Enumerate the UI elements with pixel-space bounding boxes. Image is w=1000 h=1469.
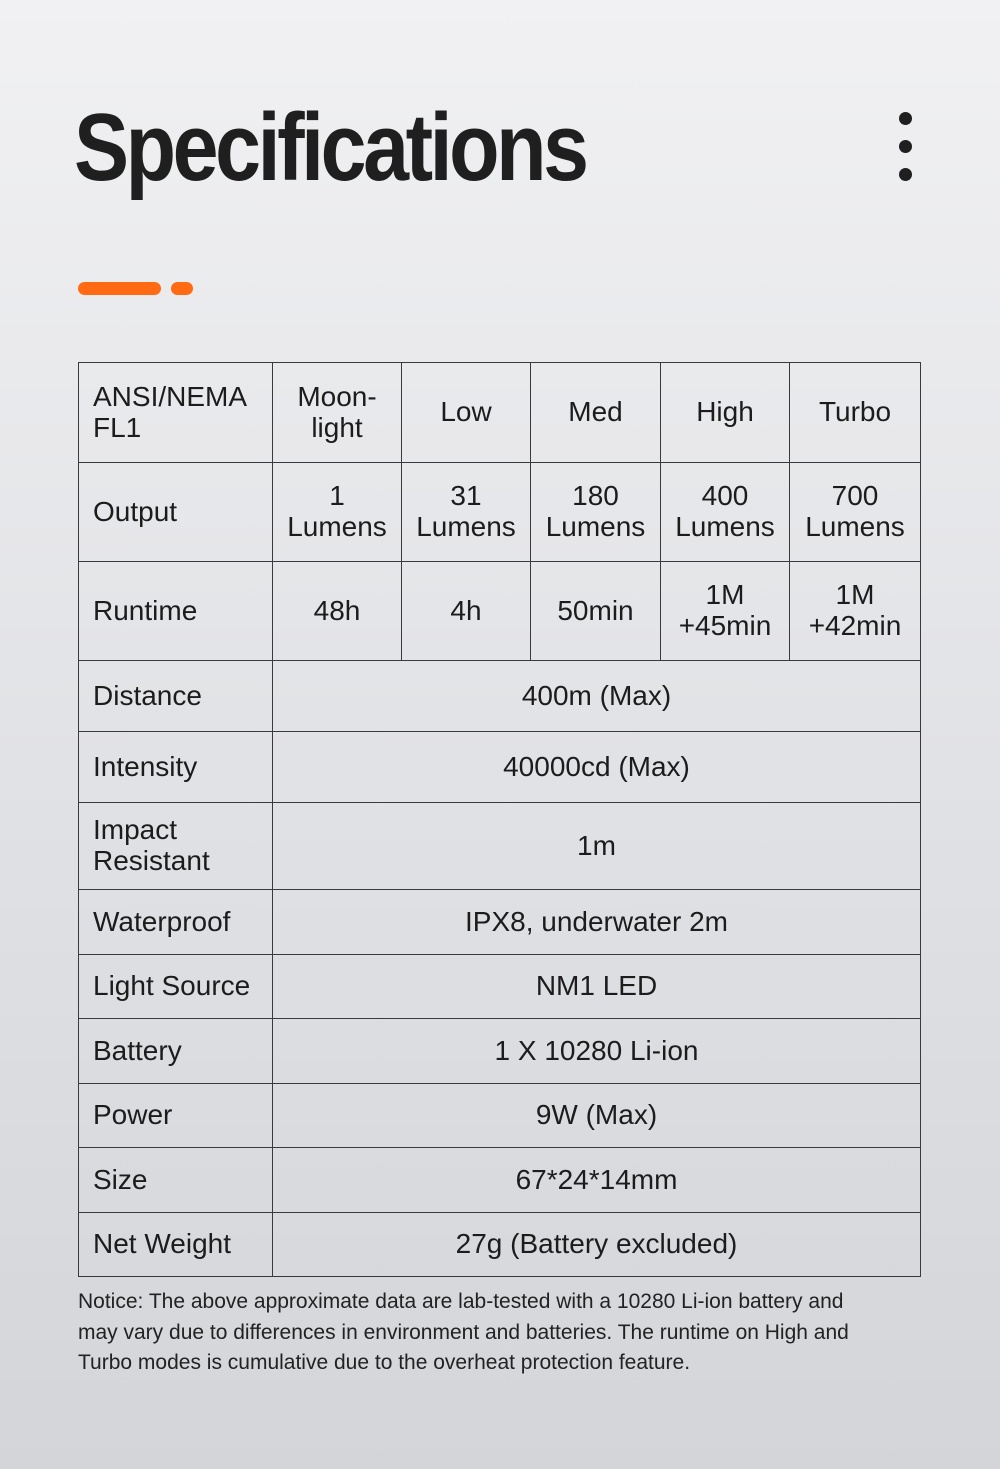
accent-bar-short xyxy=(171,282,193,295)
table-row xyxy=(79,463,921,562)
row-label: Output xyxy=(79,463,273,562)
runtime-value: 48h xyxy=(313,594,361,626)
output-cell xyxy=(273,463,402,562)
header-label-line: ANSI/NEMA xyxy=(93,380,248,412)
mode-label-line: Moon- xyxy=(297,380,377,412)
output-unit: Lumens xyxy=(675,511,775,542)
table-row xyxy=(79,803,921,890)
row-value: 67*24*14mm xyxy=(273,1148,921,1213)
output-unit: Lumens xyxy=(416,511,516,542)
runtime-cell xyxy=(402,562,531,661)
header-label-cell xyxy=(79,363,273,463)
mode-med-cell xyxy=(531,363,661,463)
row-value: 27g (Battery excluded) xyxy=(273,1213,921,1277)
row-value: NM1 LED xyxy=(273,955,921,1019)
table-row xyxy=(79,562,921,661)
output-cell xyxy=(790,463,921,562)
runtime-cell xyxy=(790,562,921,661)
notice-text xyxy=(78,1287,928,1379)
dot xyxy=(899,112,912,125)
table-row xyxy=(79,661,921,732)
row-label: Battery xyxy=(79,1019,273,1084)
row-label: Net Weight xyxy=(79,1213,273,1277)
table-row xyxy=(79,1084,921,1148)
table-row xyxy=(79,1148,921,1213)
row-value: IPX8, underwater 2m xyxy=(273,890,921,955)
row-label: Distance xyxy=(79,661,273,732)
header-label-line: FL1 xyxy=(93,411,142,443)
runtime-cell xyxy=(531,562,661,661)
row-label-line: Impact xyxy=(93,814,178,846)
row-label-line: Resistant xyxy=(93,845,210,876)
mode-moonlight-cell xyxy=(273,363,402,463)
runtime-value: +45min xyxy=(678,610,772,641)
row-label: Power xyxy=(79,1084,273,1148)
table-row xyxy=(79,1019,921,1084)
accent-bar-long xyxy=(78,282,161,295)
row-label: Intensity xyxy=(79,732,273,803)
output-cell xyxy=(661,463,790,562)
mode-low-cell xyxy=(402,363,531,463)
notice-line: Notice: The above approximate data are lab-tested with a 10280 Li-ion battery and xyxy=(78,1290,844,1313)
table-row xyxy=(79,890,921,955)
output-value: 31 xyxy=(450,480,482,512)
row-label-cell xyxy=(79,803,273,890)
row-value: 40000cd (Max) xyxy=(273,732,921,803)
output-value: 400 xyxy=(701,480,749,512)
row-value: 400m (Max) xyxy=(273,661,921,732)
dot xyxy=(899,140,912,153)
more-vertical-icon[interactable] xyxy=(898,112,914,184)
table-row xyxy=(79,732,921,803)
row-label: Light Source xyxy=(79,955,273,1019)
row-value: 1 X 10280 Li-ion xyxy=(273,1019,921,1084)
output-value: 180 xyxy=(572,480,619,512)
mode-label: High xyxy=(696,396,754,428)
output-cell xyxy=(402,463,531,562)
specifications-table xyxy=(78,362,921,1277)
runtime-value: 1M xyxy=(705,579,745,611)
output-unit: Lumens xyxy=(805,511,905,542)
runtime-value: 50min xyxy=(557,594,634,626)
mode-label-line: light xyxy=(311,411,363,443)
table-row xyxy=(79,1213,921,1277)
output-unit: Lumens xyxy=(545,511,646,542)
runtime-cell xyxy=(661,562,790,661)
table-header-row xyxy=(79,363,921,463)
notice-line: may vary due to differences in environment and batteries. The runtime on High and xyxy=(78,1320,849,1344)
table-row xyxy=(79,955,921,1019)
page-title: Specifications xyxy=(74,94,586,201)
runtime-value: 1M xyxy=(835,579,875,611)
mode-label: Low xyxy=(440,396,492,428)
row-value: 1m xyxy=(273,803,921,890)
mode-label: Turbo xyxy=(818,396,892,428)
row-value: 9W (Max) xyxy=(273,1084,921,1148)
output-unit: Lumens xyxy=(287,511,387,542)
notice-line: Turbo modes is cumulative due to the overheat protection feature. xyxy=(78,1351,691,1374)
row-label: Runtime xyxy=(79,562,273,661)
mode-label: Med xyxy=(568,396,623,428)
output-value: 700 xyxy=(831,480,879,512)
row-label: Waterproof xyxy=(79,890,273,955)
dot xyxy=(899,168,912,181)
output-value: 1 xyxy=(329,480,345,512)
runtime-value: +42min xyxy=(808,610,902,641)
runtime-cell xyxy=(273,562,402,661)
mode-turbo-cell xyxy=(790,363,921,463)
row-label: Size xyxy=(79,1148,273,1213)
output-cell xyxy=(531,463,661,562)
runtime-value: 4h xyxy=(450,594,482,626)
mode-high-cell xyxy=(661,363,790,463)
